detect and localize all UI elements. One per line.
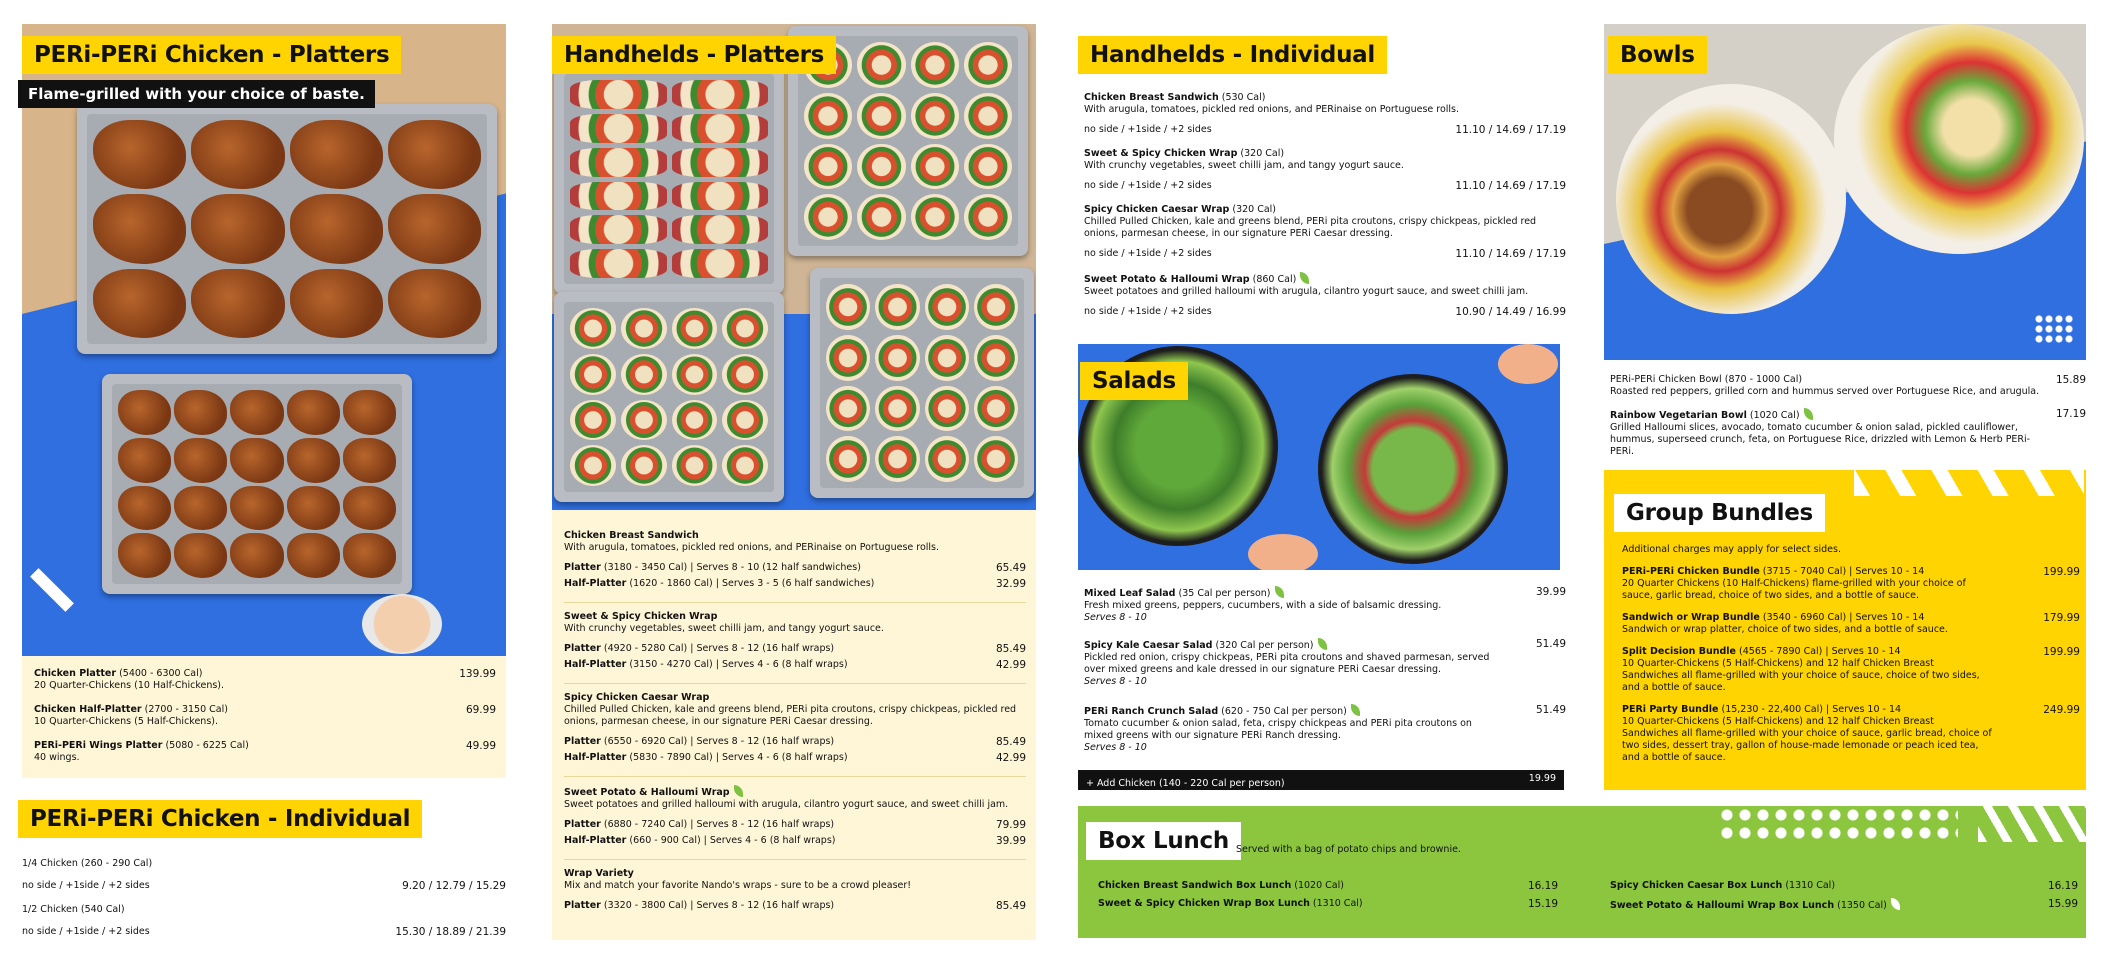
item-desc: With crunchy vegetables, sweet chilli jam, and tangy yogurt sauce. bbox=[1084, 160, 1404, 171]
item-desc: With arugula, tomatoes, pickled red onions, and PERinaise on Portuguese rolls. bbox=[1084, 104, 1460, 115]
bowl-item bbox=[1610, 374, 2086, 408]
dressing-cup bbox=[1248, 534, 1318, 570]
item-price: 15.19 bbox=[1527, 898, 1558, 910]
item-price: 199.99 bbox=[2043, 566, 2080, 578]
bundles-list bbox=[1622, 544, 2080, 774]
platters-title: PERi-PERi Chicken - Platters bbox=[22, 36, 401, 74]
item-cal: (320 Cal) bbox=[1232, 204, 1277, 215]
item-name: Sweet & Spicy Chicken Wrap bbox=[1084, 148, 1238, 159]
size-row bbox=[564, 643, 1026, 659]
salad-item bbox=[1084, 704, 1566, 764]
item-cal: (1310 Cal) bbox=[1785, 880, 1836, 891]
item-cal: (320 Cal per person) bbox=[1215, 640, 1314, 651]
bundle-item: Split Decision Bundle (4565 - 7890 Cal) | Serves 10 - 14 10 Quarter-Chickens (5 Half-Chickens) and 12 half Chicken Breast Sandwiches all flame-grilled with your choice of sauce, choice of two sides, and a bottle of sauce. 199.99 bbox=[1622, 646, 2080, 693]
size-price: 42.99 bbox=[995, 752, 1026, 764]
item-cal: (320 Cal) bbox=[1240, 148, 1285, 159]
item-cal: (4565 - 7890 Cal) bbox=[1739, 646, 1823, 657]
item-name: Spicy Chicken Caesar Wrap bbox=[1084, 204, 1230, 215]
item-cal: (540 Cal) bbox=[80, 904, 125, 915]
size-row bbox=[564, 578, 1026, 594]
item-cal: (1020 Cal) bbox=[1294, 880, 1344, 891]
item-name: Split Decision Bundle bbox=[1622, 646, 1736, 657]
item-name: Sweet Potato & Halloumi Wrap bbox=[564, 787, 730, 798]
addon-price: 19.99 bbox=[1528, 773, 1556, 784]
item-prices: 11.10 / 14.69 / 17.19 bbox=[1455, 180, 1566, 192]
item-desc: 10 Quarter-Chickens (5 Half-Chickens). bbox=[34, 716, 218, 727]
item-price: 139.99 bbox=[459, 668, 496, 680]
item-cal: (35 Cal per person) bbox=[1178, 588, 1271, 599]
handheld-platters-list bbox=[552, 510, 1036, 940]
item-name: Sweet Potato & Halloumi Wrap Box Lunch bbox=[1610, 900, 1835, 911]
size-price: 65.49 bbox=[995, 562, 1026, 574]
item-options: no side / +1side / +2 sides bbox=[22, 926, 150, 937]
item-price: 17.19 bbox=[2055, 408, 2086, 420]
bowls-title: Bowls bbox=[1608, 36, 1707, 74]
size-detail: (1620 - 1860 Cal) | Serves 3 - 5 (6 half sandwiches) bbox=[629, 578, 875, 589]
item-price: 199.99 bbox=[2043, 646, 2080, 658]
item-cal: (870 - 1000 Cal) bbox=[1724, 374, 1803, 385]
size-price: 79.99 bbox=[995, 819, 1026, 831]
item-name: Chicken Platter bbox=[34, 668, 117, 679]
veggie-bowl bbox=[1834, 24, 2084, 254]
size-label: Platter bbox=[564, 736, 601, 747]
platter-item bbox=[34, 740, 496, 776]
size-row bbox=[564, 659, 1026, 675]
leaf-icon bbox=[1275, 586, 1284, 598]
item-serves: Serves 8 - 10 bbox=[1084, 612, 1147, 623]
size-detail: (4920 - 5280 Cal) | Serves 8 - 12 (16 half wraps) bbox=[603, 643, 835, 654]
salad-item bbox=[1084, 638, 1566, 704]
box-lunch-right-list bbox=[1610, 880, 2078, 916]
item-desc: Chilled Pulled Chicken, kale and greens blend, PERi pita croutons, crispy chickpeas, pickled red onions, parmesan cheese, in our signature PERi Caesar dressing. bbox=[564, 704, 1017, 727]
item-desc: 20 Quarter Chickens (10 Half-Chickens) flame-grilled with your choice of sauce, garlic bread, choice of two sides, and a bottle of sauce. bbox=[1622, 578, 1966, 601]
individual-list bbox=[22, 858, 506, 950]
size-label: Platter bbox=[564, 643, 601, 654]
item-name: PERi-PERi Chicken Bowl bbox=[1610, 374, 1722, 385]
item-prices: 10.90 / 14.49 / 16.99 bbox=[1455, 306, 1566, 318]
item-options: no side / +1side / +2 sides bbox=[1084, 248, 1212, 259]
bundle-item: Sandwich or Wrap Bundle (3540 - 6960 Cal) | Serves 10 - 14 Sandwich or wrap platter, choice of two sides, and a bottle of sauce. 179.99 bbox=[1622, 612, 2080, 635]
item-price: 16.19 bbox=[1527, 880, 1558, 892]
leaf-icon bbox=[1351, 704, 1360, 716]
salads-list bbox=[1084, 586, 1566, 764]
handheld-platter-item bbox=[564, 611, 1026, 675]
item-desc: Sweet potatoes and grilled halloumi with arugula, cilantro yogurt sauce, and sweet chilli jam. bbox=[1084, 286, 1529, 297]
bundles-title: Group Bundles bbox=[1614, 494, 1825, 532]
size-label: Platter bbox=[564, 562, 601, 573]
size-detail: (6550 - 6920 Cal) | Serves 8 - 12 (16 half wraps) bbox=[603, 736, 835, 747]
item-cal: (5080 - 6225 Cal) bbox=[165, 740, 249, 751]
chicken-tray bbox=[77, 104, 497, 354]
size-label: Platter bbox=[564, 900, 601, 911]
leaf-icon bbox=[1300, 272, 1309, 284]
box-lunch-title: Box Lunch bbox=[1086, 822, 1241, 860]
item-name: Mixed Leaf Salad bbox=[1084, 588, 1176, 599]
item-desc: Roasted red peppers, grilled corn and hummus served over Portuguese Rice, and arugula. bbox=[1610, 386, 2040, 397]
platter-item bbox=[34, 704, 496, 740]
handheld-platter-item bbox=[564, 692, 1026, 768]
leaf-icon bbox=[1804, 408, 1813, 420]
divider bbox=[564, 602, 1026, 603]
item-desc: Sandwich or wrap platter, choice of two sides, and a bottle of sauce. bbox=[1622, 624, 1948, 635]
size-detail: (3180 - 3450 Cal) | Serves 8 - 10 (12 half sandwiches) bbox=[603, 562, 861, 573]
wrap-tray-right bbox=[810, 268, 1034, 498]
item-desc: 10 Quarter-Chickens (5 Half-Chickens) and 12 half Chicken Breast Sandwiches all flame-grilled with your choice of sauce, choice of two sides, and a bottle of sauce. bbox=[1622, 658, 1980, 693]
handhelds-photo bbox=[552, 24, 1036, 510]
item-price: 39.99 bbox=[1535, 586, 1566, 598]
item-name: Chicken Breast Sandwich Box Lunch bbox=[1098, 880, 1292, 891]
item-desc: Tomato cucumber & onion salad, feta, crispy chickpeas and PERi pita croutons on mixed greens with our signature PERi Ranch dressing. bbox=[1084, 718, 1472, 741]
item-cal: (5400 - 6300 Cal) bbox=[119, 668, 203, 679]
add-chicken-bar bbox=[1078, 770, 1564, 790]
handheld-individual-list bbox=[1084, 92, 1566, 320]
item-name: Chicken Breast Sandwich bbox=[564, 530, 699, 541]
bundle-item: PERi-PERi Chicken Bundle (3715 - 7040 Cal) | Serves 10 - 14 20 Quarter Chickens (10 Half-Chickens) flame-grilled with your choice of sauce, garlic bread, choice of two sides, and a bottle of sauce. 199.99 bbox=[1622, 566, 2080, 601]
handheld-platters-title: Handhelds - Platters bbox=[552, 36, 836, 74]
item-price: 15.99 bbox=[2047, 898, 2078, 910]
item-cal: (3715 - 7040 Cal) bbox=[1762, 566, 1847, 577]
leaf-icon bbox=[734, 785, 743, 797]
item-name: 1/2 Chicken bbox=[22, 904, 78, 915]
item-desc: Chilled Pulled Chicken, kale and greens blend, PERi pita croutons, crispy chickpeas, pickled red onions, parmesan cheese, in our signature PERi Caesar dressing. bbox=[1084, 216, 1537, 239]
size-price: 39.99 bbox=[995, 835, 1026, 847]
item-name: Chicken Half-Platter bbox=[34, 704, 142, 715]
platters-list bbox=[22, 656, 506, 778]
item-name: Sweet Potato & Halloumi Wrap bbox=[1084, 274, 1250, 285]
leaf-icon bbox=[1891, 898, 1900, 910]
size-row bbox=[564, 736, 1026, 752]
size-row bbox=[564, 900, 1026, 916]
dip-cup bbox=[362, 594, 442, 654]
box-lunch-item bbox=[1610, 898, 2078, 916]
item-desc: With arugula, tomatoes, pickled red onions, and PERinaise on Portuguese rolls. bbox=[564, 542, 940, 553]
individual-item bbox=[22, 904, 506, 950]
item-name: Sandwich or Wrap Bundle bbox=[1622, 612, 1760, 623]
item-name: Sweet & Spicy Chicken Wrap bbox=[564, 611, 718, 622]
salads-title: Salads bbox=[1080, 362, 1188, 400]
item-serves: Serves 8 - 10 bbox=[1084, 742, 1147, 753]
size-label: Half-Platter bbox=[564, 578, 627, 589]
platters-subtitle: Flame-grilled with your choice of baste. bbox=[18, 80, 375, 108]
item-price: 51.49 bbox=[1535, 638, 1566, 650]
individual-title: PERi-PERi Chicken - Individual bbox=[18, 800, 422, 838]
item-serves: Serves 10 - 14 bbox=[1855, 612, 1925, 623]
item-name: PERi Ranch Crunch Salad bbox=[1084, 706, 1219, 717]
item-prices: 11.10 / 14.69 / 17.19 bbox=[1455, 248, 1566, 260]
bundles-note: Additional charges may apply for select sides. bbox=[1622, 544, 1842, 555]
wings-tray bbox=[102, 374, 412, 594]
item-desc: Fresh mixed greens, peppers, cucumbers, with a side of balsamic dressing. bbox=[1084, 600, 1442, 611]
item-name: Spicy Chicken Caesar Wrap bbox=[564, 692, 710, 703]
item-desc: Mix and match your favorite Nando's wraps - sure to be a crowd pleaser! bbox=[564, 880, 912, 891]
item-price: 15.89 bbox=[2055, 374, 2086, 386]
size-detail: (6880 - 7240 Cal) | Serves 8 - 12 (16 half wraps) bbox=[603, 819, 835, 830]
item-price: 16.19 bbox=[2047, 880, 2078, 892]
item-options: no side / +1side / +2 sides bbox=[1084, 306, 1212, 317]
item-desc: Sweet potatoes and grilled halloumi with arugula, cilantro yogurt sauce, and sweet chilli jam. bbox=[564, 799, 1009, 810]
sandwich-tray bbox=[554, 64, 784, 294]
leaf-icon bbox=[1318, 638, 1327, 650]
dressing-cup bbox=[1498, 344, 1558, 384]
platters-photo bbox=[22, 24, 506, 656]
item-serves: Serves 10 - 14 bbox=[1832, 704, 1902, 715]
box-lunch-item bbox=[1098, 880, 1558, 898]
item-name: Sweet & Spicy Chicken Wrap Box Lunch bbox=[1098, 898, 1310, 909]
item-desc: 10 Quarter-Chickens (5 Half-Chickens) and 12 half Chicken Breast Sandwiches all flame-grilled with your choice of sauce, garlic bread, choice of two sides, dessert tray, gallon of house-made lemonade or peach iced tea, and a bottle of sauce. bbox=[1622, 716, 1992, 763]
size-price: 85.49 bbox=[995, 643, 1026, 655]
item-cal: (620 - 750 Cal per person) bbox=[1221, 706, 1347, 717]
item-cal: (1310 Cal) bbox=[1312, 898, 1363, 909]
item-desc: Pickled red onion, crispy chickpeas, PERi pita croutons and shaved parmesan, served over mixed greens and kale dressed in our signature PERi Caesar dressing. bbox=[1084, 652, 1490, 675]
box-lunch-item bbox=[1098, 898, 1558, 916]
bowls-photo bbox=[1604, 24, 2086, 360]
white-stripes-decoration bbox=[1978, 806, 2086, 842]
size-price: 85.49 bbox=[995, 900, 1026, 912]
item-desc: 20 Quarter-Chickens (10 Half-Chickens). bbox=[34, 680, 225, 691]
size-detail: (3320 - 3800 Cal) | Serves 8 - 12 (16 half wraps) bbox=[603, 900, 835, 911]
white-dots-decoration bbox=[2034, 314, 2074, 344]
size-label: Half-Platter bbox=[564, 835, 627, 846]
size-row bbox=[564, 562, 1026, 578]
item-price: 49.99 bbox=[465, 740, 496, 752]
item-name: PERi Party Bundle bbox=[1622, 704, 1719, 715]
platter-item bbox=[34, 668, 496, 704]
item-price: 51.49 bbox=[1535, 704, 1566, 716]
item-name: PERi-PERi Wings Platter bbox=[34, 740, 163, 751]
size-row bbox=[564, 835, 1026, 851]
box-lunch-note: Served with a bag of potato chips and brownie. bbox=[1236, 844, 1461, 855]
item-serves: Serves 10 - 14 bbox=[1855, 566, 1925, 577]
size-detail: (3150 - 4270 Cal) | Serves 4 - 6 (8 half wraps) bbox=[629, 659, 848, 670]
item-name: 1/4 Chicken bbox=[22, 858, 78, 869]
white-dots-decoration bbox=[1718, 806, 1958, 842]
item-desc: With crunchy vegetables, sweet chilli jam, and tangy yogurt sauce. bbox=[564, 623, 884, 634]
item-cal: (3540 - 6960 Cal) bbox=[1762, 612, 1847, 623]
item-cal: (260 - 290 Cal) bbox=[80, 858, 153, 869]
size-label: Half-Platter bbox=[564, 752, 627, 763]
item-cal: (2700 - 3150 Cal) bbox=[144, 704, 228, 715]
item-name: PERi-PERi Chicken Bundle bbox=[1622, 566, 1760, 577]
handheld-platter-item bbox=[564, 530, 1026, 594]
size-label: Half-Platter bbox=[564, 659, 627, 670]
bundle-item: PERi Party Bundle (15,230 - 22,400 Cal) | Serves 10 - 14 10 Quarter-Chickens (5 Half-Chickens) and 12 half Chicken Breast Sandwiches all flame-grilled with your choice of sauce, garlic bread, choice of two sides, dessert tray, gallon of house-made lemonade or peach iced tea, and a bottle of sauce. 249.99 bbox=[1622, 704, 2080, 763]
handheld-platter-item bbox=[564, 868, 1026, 916]
item-name: Wrap Variety bbox=[564, 868, 634, 879]
item-cal: (1020 Cal) bbox=[1749, 410, 1800, 421]
item-options: no side / +1side / +2 sides bbox=[22, 880, 150, 891]
item-cal: (860 Cal) bbox=[1252, 274, 1297, 285]
handheld-individual-item bbox=[1084, 92, 1566, 138]
divider bbox=[564, 859, 1026, 860]
item-options: no side / +1side / +2 sides bbox=[1084, 124, 1212, 135]
size-price: 32.99 bbox=[995, 578, 1026, 590]
box-lunch-item bbox=[1610, 880, 2078, 898]
salad-bowl bbox=[1318, 374, 1508, 564]
size-price: 85.49 bbox=[995, 736, 1026, 748]
box-lunch-left-list bbox=[1098, 880, 1558, 916]
size-detail: (5830 - 7890 Cal) | Serves 4 - 6 (8 half wraps) bbox=[629, 752, 848, 763]
size-price: 42.99 bbox=[995, 659, 1026, 671]
size-row bbox=[564, 819, 1026, 835]
individual-item bbox=[22, 858, 506, 904]
item-prices: 11.10 / 14.69 / 17.19 bbox=[1455, 124, 1566, 136]
item-name: Chicken Breast Sandwich bbox=[1084, 92, 1219, 103]
item-serves: Serves 10 - 14 bbox=[1831, 646, 1901, 657]
item-price: 249.99 bbox=[2043, 704, 2080, 716]
chicken-bowl bbox=[1616, 84, 1846, 314]
item-serves: Serves 8 - 10 bbox=[1084, 676, 1147, 687]
size-label: Platter bbox=[564, 819, 601, 830]
divider bbox=[564, 683, 1026, 684]
handheld-individual-item bbox=[1084, 272, 1566, 320]
divider bbox=[564, 776, 1026, 777]
bowls-list bbox=[1610, 374, 2086, 457]
wrap-tray-left bbox=[554, 292, 784, 502]
item-name: Spicy Chicken Caesar Box Lunch bbox=[1610, 880, 1783, 891]
size-row bbox=[564, 752, 1026, 768]
item-name: Spicy Kale Caesar Salad bbox=[1084, 640, 1213, 651]
white-stripes-decoration bbox=[1854, 470, 2084, 496]
item-desc: Grilled Halloumi slices, avocado, tomato cucumber & onion salad, pickled cauliflower, hummus, superseed crunch, feta, on Portuguese Rice, drizzled with Lemon & Herb PERi-PERi. bbox=[1610, 422, 2031, 457]
item-prices: 15.30 / 18.89 / 21.39 bbox=[395, 926, 506, 938]
item-price: 69.99 bbox=[465, 704, 496, 716]
item-prices: 9.20 / 12.79 / 15.29 bbox=[402, 880, 506, 892]
item-cal: (530 Cal) bbox=[1221, 92, 1266, 103]
addon-label: + Add Chicken (140 - 220 Cal per person) bbox=[1086, 778, 1285, 789]
item-desc: 40 wings. bbox=[34, 752, 80, 763]
item-options: no side / +1side / +2 sides bbox=[1084, 180, 1212, 191]
handheld-individual-item bbox=[1084, 148, 1566, 194]
item-cal: (1350 Cal) bbox=[1837, 900, 1887, 911]
handheld-platter-item bbox=[564, 785, 1026, 851]
salad-item bbox=[1084, 586, 1566, 638]
bowl-item bbox=[1610, 408, 2086, 457]
item-price: 179.99 bbox=[2043, 612, 2080, 624]
size-detail: (660 - 900 Cal) | Serves 4 - 6 (8 half wraps) bbox=[629, 835, 836, 846]
handheld-individual-title: Handhelds - Individual bbox=[1078, 36, 1387, 74]
item-cal: (15,230 - 22,400 Cal) bbox=[1721, 704, 1823, 715]
item-name: Rainbow Vegetarian Bowl bbox=[1610, 410, 1747, 421]
handheld-individual-item bbox=[1084, 204, 1566, 262]
